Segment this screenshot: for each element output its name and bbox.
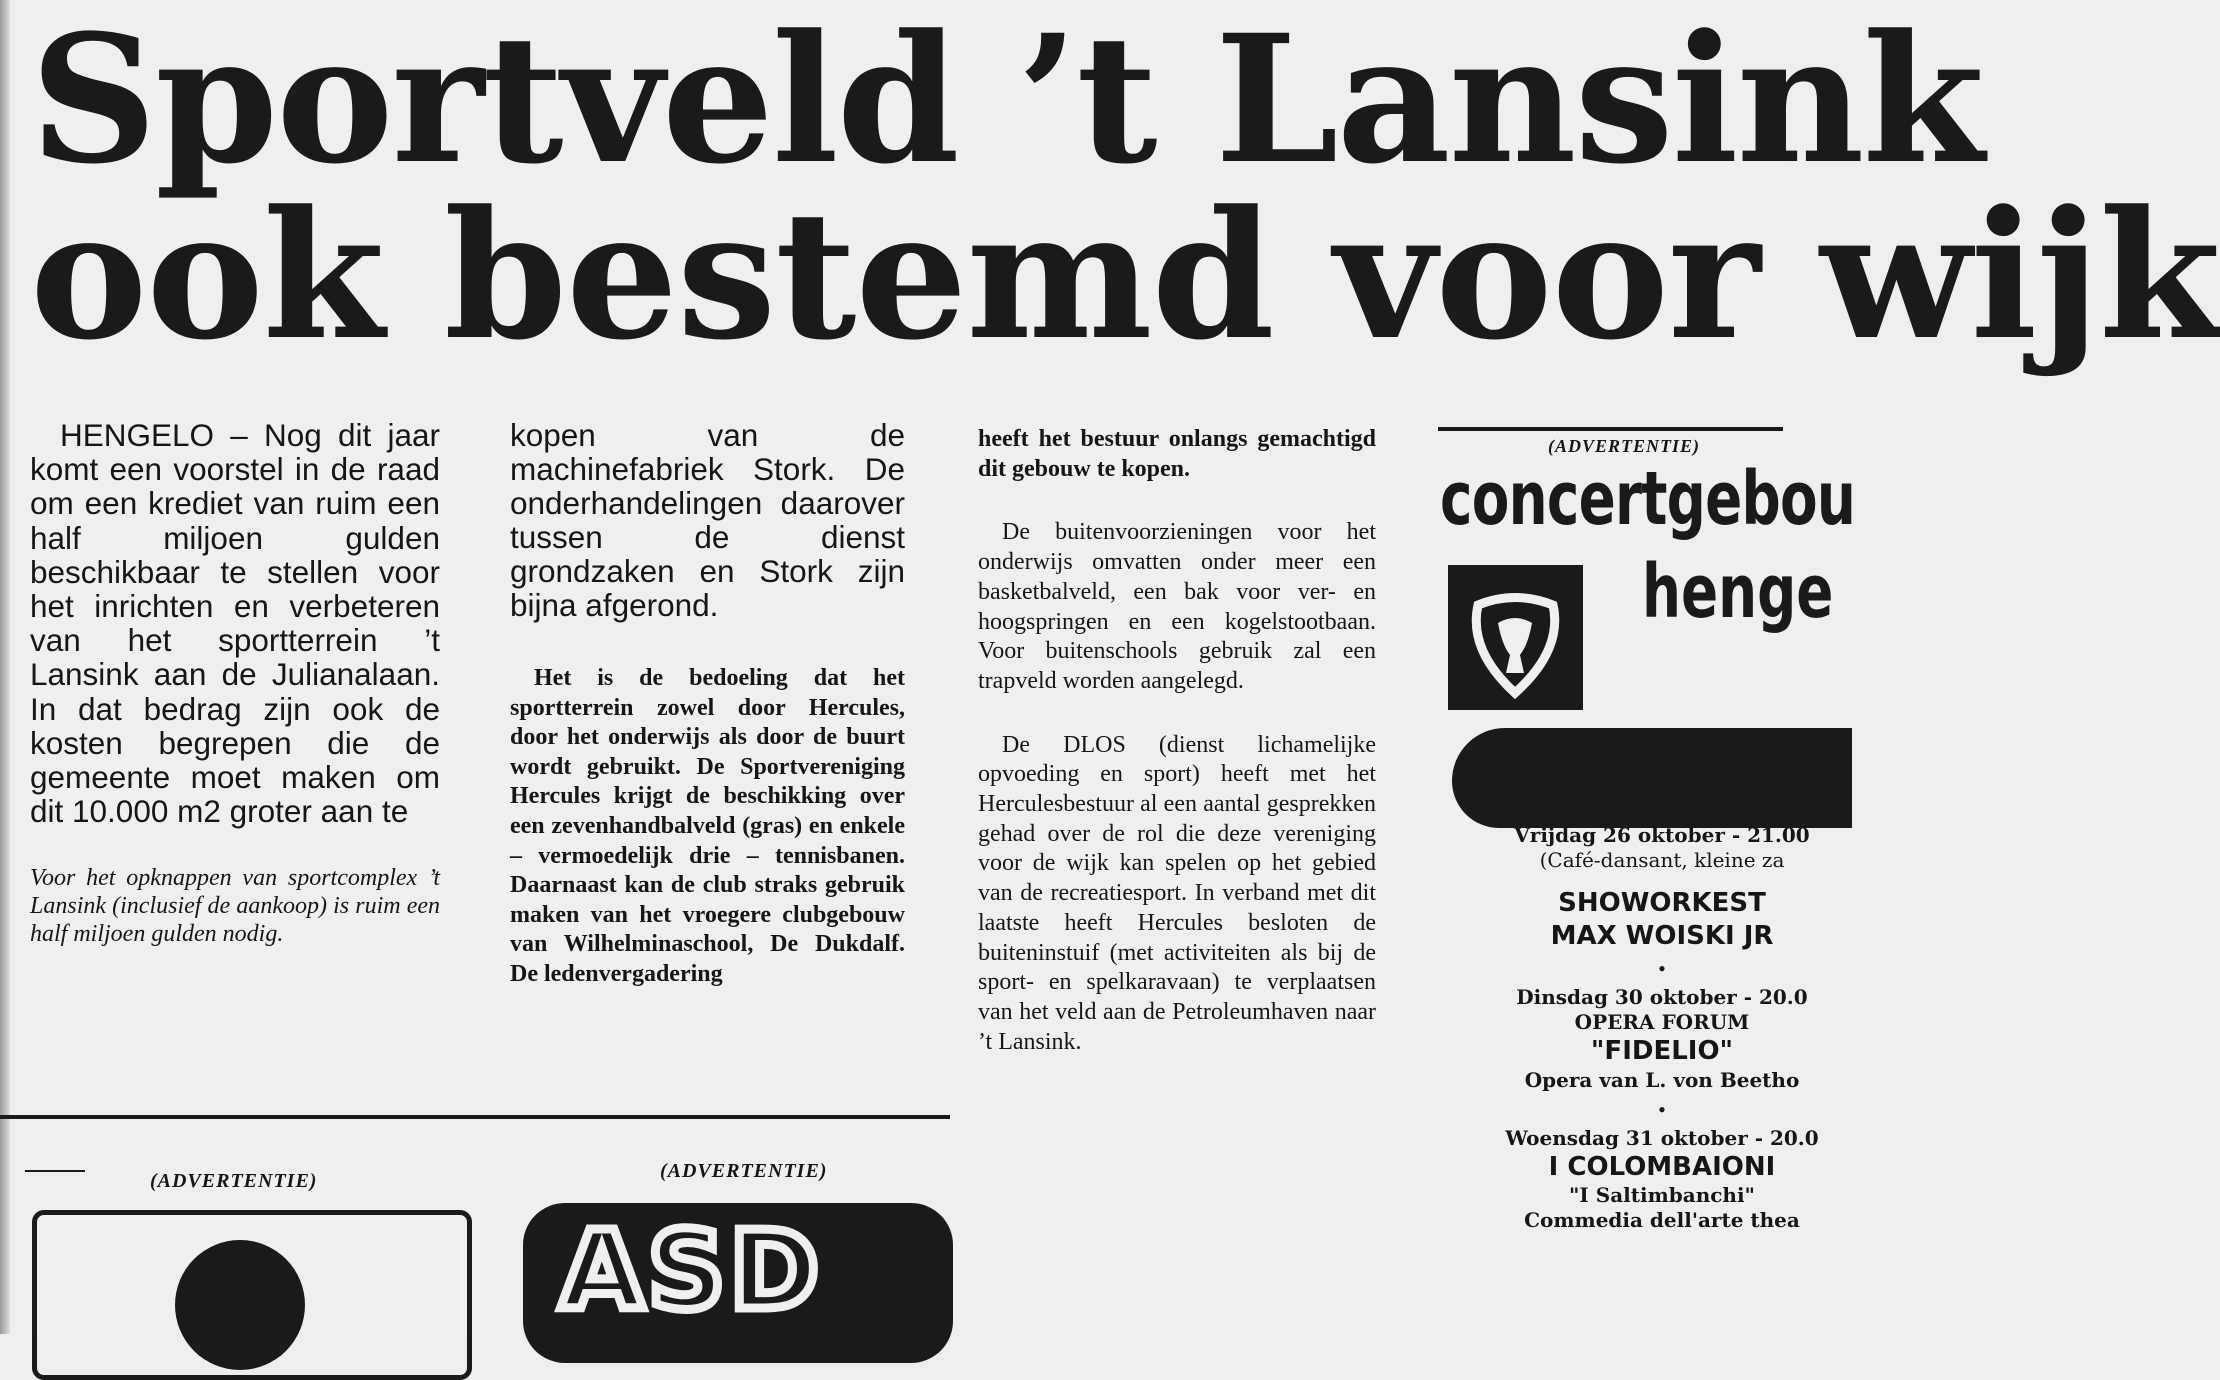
headline-line-2: ook bestemd voor wijk — [30, 172, 2220, 379]
article-paragraph: kopen van de machinefabriek Stork. De onderhandelingen daarover tussen de dienst grondzaken en Stork zijn bijna afgerond. — [510, 417, 905, 623]
concert-programme — [1452, 823, 1872, 1233]
event-name: I COLOMBAIONI — [1548, 1151, 1776, 1182]
article-paragraph-outdoor-facilities: De buitenvoorzieningen voor het onderwijs omvatten onder meer een basketbalveld, een bak voor ver- en hoogspringen en een kogelstootbaan. Voor buitenschools gebruik zal een trapveld worden aangelegd. — [978, 519, 1376, 694]
event-name: MAX WOISKI JR — [1550, 920, 1774, 951]
event-date: Woensdag 31 oktober - 20.0 — [1505, 1125, 1819, 1150]
advert-label: (ADVERTENTIE) — [1548, 436, 1701, 456]
asd-logo-text: ASD — [560, 1209, 824, 1334]
crest-logo-icon — [1448, 565, 1583, 710]
short-rule — [25, 1170, 85, 1172]
article-column-1 — [30, 418, 440, 948]
advert-logo-shape — [175, 1240, 305, 1370]
advert-label: (ADVERTENTIE) — [660, 1160, 828, 1182]
advert-banner-shape — [1452, 728, 1852, 828]
event-note: Commedia dell'arte thea — [1524, 1208, 1800, 1232]
event-date: Vrijdag 26 oktober - 21.00 — [1514, 823, 1810, 847]
article-column-3 — [978, 425, 1376, 1057]
concertgebouw-city: henge — [1642, 549, 1834, 635]
event-name: "FIDELIO" — [1590, 1036, 1734, 1066]
article-caption: Voor het opknappen van sportcomplex ’t Lansink (inclusief de aankoop) is ruim een half miljoen gulden nodig. — [30, 865, 440, 948]
bullet-separator: • — [1658, 1096, 1666, 1122]
event-organiser: OPERA FORUM — [1574, 1010, 1750, 1034]
advert-label: (ADVERTENTIE) — [150, 1170, 318, 1192]
article-bold-paragraph: Het is de bedoeling dat het sportterrein zowel door Hercules, door het onderwijs als door de buurt wordt gebruikt. De Sportvereniging Hercules krijgt de beschikking over een zevenhandbalveld (gras) en enkele – vermoedelijk drie – tennisbanen. Daarnaast kan de club straks gebruik maken van het vroegere clubgebouw van Wilhelminaschool, De Dukdalf. De ledenvergadering — [510, 665, 905, 987]
article-lead-paragraph: HENGELO – Nog dit jaar komt een voorstel in de raad om een krediet van ruim een half miljoen gulden beschikbaar te stellen voor het inrichten en verbeteren van het sportterrein ’t Lansink aan de Julianalaan. In dat bedrag zijn ook de kosten begrepen die de gemeente moet maken om dit 10.000 m2 groter aan te — [30, 417, 440, 830]
article-column-2 — [510, 418, 905, 990]
event-note: "I Saltimbanchi" — [1569, 1183, 1755, 1207]
event-name: SHOWORKEST — [1558, 888, 1766, 918]
article-bold-paragraph-continued: heeft het bestuur onlangs gemachtigd dit gebouw te kopen. — [978, 426, 1376, 482]
concertgebouw-title: concertgebou — [1440, 456, 1856, 542]
headline-line-1: Sportveld ’t Lansink — [30, 0, 1983, 203]
column-divider-rule — [0, 1115, 950, 1119]
event-note: Opera van L. von Beetho — [1524, 1067, 1800, 1092]
event-note: (Café-dansant, kleine za — [1539, 848, 1785, 872]
event-date: Dinsdag 30 oktober - 20.0 — [1516, 985, 1808, 1009]
bullet-separator: • — [1658, 956, 1666, 981]
advert-top-rule — [1438, 427, 1783, 431]
page-fold-shadow — [0, 0, 10, 1334]
article-paragraph-dlos: De DLOS (dienst lichamelijke opvoeding en sport) heeft met het Herculesbestuur al een aantal gesprekken gehad over de rol die deze vereniging voor de wijk kan spelen op het gebied van de recreatiesport. In verband met dit laatste heeft Hercules besloten de buiteninstuif (met activiteiten als bij de sport- en spelkaravaan) te verplaatsen van het veld aan de Petroleumhaven naar ’t Lansink. — [978, 731, 1376, 1055]
